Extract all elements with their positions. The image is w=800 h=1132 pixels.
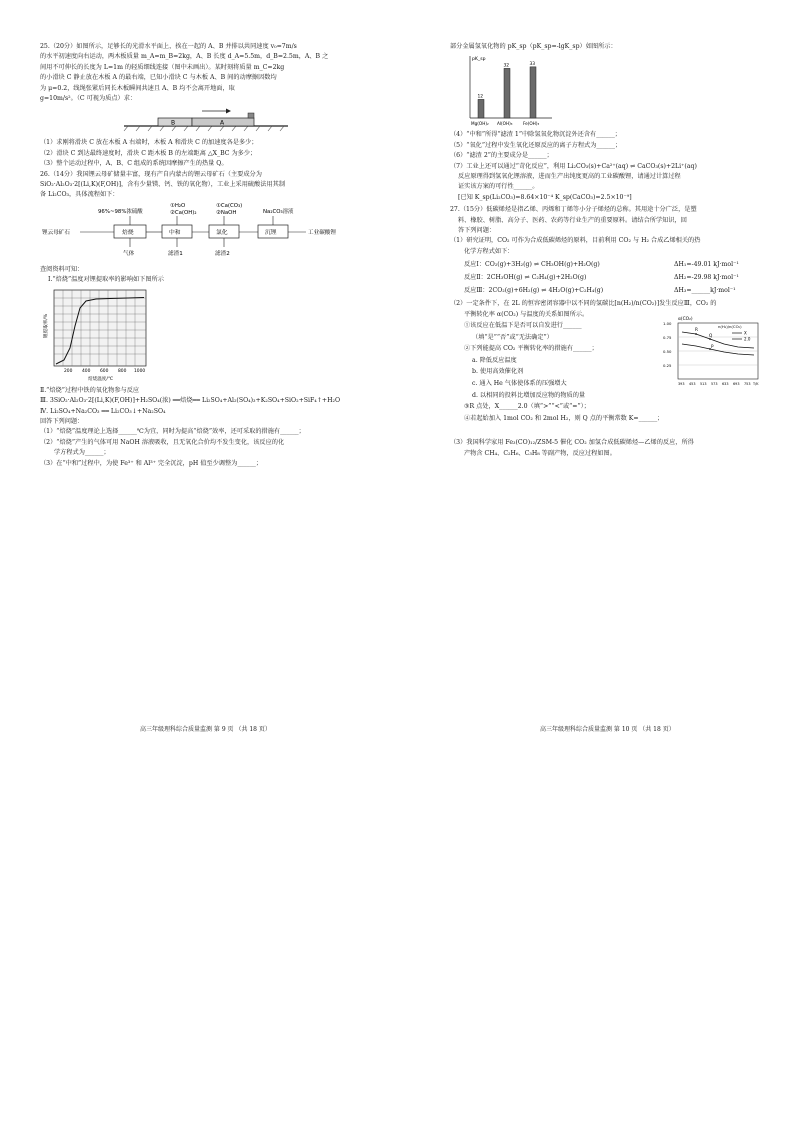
svg-text:0.50: 0.50 [663, 349, 672, 355]
reaction-dh: ΔH₁=-49.01 kJ·mol⁻¹ [674, 261, 739, 269]
svg-text:0.75: 0.75 [663, 335, 672, 341]
reaction-eq: 反应Ⅰ：CO₂(g)+3H₂(g) ⇌ CH₃OH(g)+H₂O(g) [464, 261, 600, 269]
pksp-bar-chart [450, 52, 762, 130]
q27-sub: ①该反应在低温下是否可以自发进行______ [464, 322, 582, 330]
graph-xlabel: 焙烧温度/℃ [88, 376, 114, 382]
pksp-bar [504, 69, 510, 119]
option-b: b. 使用高效催化剂 [472, 368, 524, 376]
svg-text:393: 393 [678, 382, 685, 387]
pksp-intro: 部分金属氢氧化物的 pK_sp（pK_sp=-lgK_sp）如图所示： [450, 43, 617, 50]
question-25-parts [40, 138, 412, 169]
q27-part: 平衡转化率 α(CO₂) 与温度的关系如图所示。 [464, 310, 589, 318]
q26-line: SiO₂·Al₂O₃·2[(Li,K)(F,OH)]，含有少量镁、钙、铁的氧化物），工业上采用硫酸法用其制 [40, 181, 286, 189]
reaction-eq: 反应Ⅱ：2CH₃OH(g) ⇌ C₂H₄(g)+2H₂O(g) [464, 274, 587, 282]
line-ylabel: α(CO₂) [678, 317, 693, 323]
footer-right: 高三年级理科综合质量监测 第 10 页 （共 18 页） [540, 726, 675, 733]
q25-line: 的水平初速度向右运动，两木板质量 m_A=m_B=2kg，A、B 长度 d_A=5.5m，d_B=2.5m，A、B 之 [40, 53, 329, 61]
reagent-naoh: ②NaOH [216, 209, 237, 216]
svg-text:B: B [171, 119, 176, 127]
q25-line: 的小滑块 C 静止放在木板 A 的最右端，已知小滑块 C 与木板 A、B 间的动摩擦因数均 [40, 74, 277, 82]
byproduct-residue1: 滤渣1 [168, 250, 183, 257]
q25-line: g=10m/s²。（C 可视为质点）求： [40, 95, 137, 103]
q26-part: （6）“滤渣 2”的主要成分是______； [450, 152, 553, 160]
info-line: Ⅳ. Li₂SO₄+Na₂CO₃ ══ Li₂CO₃↓+Na₂SO₄ [40, 407, 166, 415]
pksp-bar-label: 12 [477, 94, 484, 100]
right-column [450, 42, 762, 459]
q25-line: 间用不可伸长的长度为 L=1m 的轻质细线连接（图中未画出）。某时刻将质量 m_C=2kg [40, 63, 285, 71]
product-label: 工业碳酸锂 [308, 229, 336, 236]
svg-text:沉锂: 沉锂 [265, 229, 277, 236]
info-line: Ⅱ.“焙烧”过程中铁的氧化物参与反应 [40, 386, 140, 394]
process-flowchart [40, 201, 412, 265]
reaction-dh: ΔH₃=______kJ·mol⁻¹ [674, 287, 736, 295]
reaction-row [450, 258, 762, 271]
q27-line: 27.（15分）低碳烯烃是指乙烯、丙烯和丁烯等小分子烯烃的总称。其用途十分广泛，是塑 [450, 206, 697, 214]
ksp-data: [已知 K_sp(Li₂CO₃)=8.64×10⁻⁴ K_sp(CaCO₃)=2.5×10⁻⁹] [458, 193, 632, 201]
svg-text:A: A [220, 119, 225, 127]
q26-part: （7）工业上还可以通过“苛化反应”，利用 Li₂CO₃(s)+Ca²⁺(aq) ⇌ CaCO₃(s)+2Li⁺(aq) [450, 162, 697, 170]
q26-part: 学方程式为______； [54, 449, 110, 457]
bar-ylabel: pK_sp [472, 57, 486, 63]
point-p: P [711, 344, 714, 350]
reaction-row [450, 271, 762, 284]
block-c [248, 113, 254, 118]
raw-material: 锂云母矿石 [42, 229, 70, 236]
q27-part: 产物含 CH₄、C₂H₆、C₃H₈ 等副产物，反应过程如图。 [464, 449, 616, 457]
info-line: 查阅资料可知： [40, 265, 84, 273]
reagent-caco3: ①Ca(CO₃) [216, 202, 243, 209]
q27-part: （3）我国科学家用 Fe₃(CO)₁₂/ZSM-5 催化 CO₂ 加氢合成低碳烯烃—乙烯的反应，所得 [450, 439, 694, 447]
footer-left: 高三年级理科综合质量监测 第 9 页 （共 18 页） [140, 726, 271, 733]
q26-part: 反应原理得到氢氧化锂溶液，进而生产出纯度更高的工业碳酸锂，请通过计算过程 [458, 173, 681, 181]
q25-part: （2）滑块 C 到达最终速度时，滑块 C 距木板 B 的左端距离 △X_BC 为多少； [40, 149, 257, 157]
pksp-bar-label: 32 [503, 63, 510, 69]
option-d: d. 以相同的投料比增加反应物的物质的量 [472, 391, 586, 399]
svg-text:400: 400 [82, 368, 91, 374]
option-a: a. 降低反应温度 [472, 356, 517, 364]
q27-sub: ②下列能提高 CO₂ 平衡转化率的措施有______； [464, 345, 598, 353]
pksp-bar [478, 100, 484, 119]
reaction-eq: 反应Ⅲ：2CO₂(g)+6H₂(g) ⇌ 4H₂O(g)+C₂H₄(g) [464, 287, 604, 295]
svg-text:573: 573 [711, 382, 718, 387]
svg-text:693: 693 [733, 382, 740, 387]
q27-part: （1）研究证明，CO₂ 可作为合成低碳烯烃的原料，目前利用 CO₂ 与 H₂ 合成乙烯相关的热 [450, 237, 701, 245]
svg-text:氯化: 氯化 [216, 229, 228, 236]
reaction-list [450, 258, 762, 297]
q27-2-options [464, 320, 664, 424]
reagent-na2co3: Na₂CO₃溶液 [263, 208, 294, 215]
q26-part: （5）“氧化”过程中发生氧化还原反应的离子方程式为______； [450, 141, 622, 149]
left-column [40, 42, 412, 469]
q25-line: 25.（20分）如图所示，足够长的光滑水平面上，挨在一起的 A、B 并排以共同速度 v₀=7m/s [40, 43, 297, 50]
bar-category: Fe(OH)₃ [523, 121, 540, 127]
svg-text:633: 633 [722, 382, 729, 387]
question-27 [450, 205, 762, 236]
svg-text:1000: 1000 [134, 368, 146, 374]
bar-category: Mg(OH)₂ [471, 121, 489, 127]
q27-sub: （填“是”“否”或“无法确定”） [472, 333, 553, 341]
q27-sub: ④若起始加入 1mol CO₂ 和 2mol H₂，则 Q 点的平衡常数 K=______； [464, 414, 664, 422]
q26-part: （1）“焙烧”温度理论上选择______℃为宜，同时为提高“焙烧”效率，还可采取的措施有______； [40, 428, 305, 436]
svg-text:焙烧: 焙烧 [122, 229, 134, 236]
legend-title: n(H₂)/n(CO₂) [718, 324, 742, 330]
q26-part: 证实该方案的可行性______。 [458, 183, 539, 191]
q26-part: （4）“中和”所得“滤渣 1”中除氢氧化物沉淀外还含有______； [450, 131, 621, 139]
q27-line: 答下列问题： [458, 227, 496, 235]
q25-part: （1）求刚将滑块 C 放在木板 A 右端时，木板 A 和滑块 C 的加速度各是多少； [40, 139, 258, 147]
reagent-water: ①H₂O [170, 202, 186, 209]
svg-text:513: 513 [700, 382, 707, 387]
reaction-dh: ΔH₂=-29.98 kJ·mol⁻¹ [674, 274, 739, 282]
q26-part: （3）在“中和”过程中，为使 Fe³⁺ 和 Al³⁺ 完全沉淀，pH 值至少调整为______； [40, 459, 263, 467]
board-figure [40, 104, 412, 138]
info-line: 回答下列问题： [40, 417, 84, 425]
info-line: Ⅲ. 3SiO₂·Al₂O₃·2[(Li,K)(F,OH)]+H₂SO₄(浓) ══焙烧══ Li₂SO₄+Al₂(SO₄)₃+K₂SO₄+SiO₂+SiF₄↑+H₂O [40, 397, 341, 405]
q26-line: 26.（14分）我国锂云母矿储量丰富，现有产自内蒙古的锂云母矿石（主要成分为 [40, 170, 262, 178]
point-r: R [695, 327, 698, 333]
q27-2-block [450, 317, 762, 438]
bar-category: Al(OH)₃ [497, 121, 513, 127]
reagent-acid: 96%~98%浓硫酸 [98, 208, 143, 215]
point-q: Q [709, 333, 713, 339]
q27-part: （2）一定条件下，在 2L 的恒容密闭容器中以不同的氢碳比[n(H₂)/n(CO₂)]发生反应Ⅲ，CO₂ 的 [450, 300, 717, 308]
q27-line: 料、橡胶、树脂、高分子、医药、农药等行业生产的重要原料。请结合所学知识，回 [458, 216, 687, 224]
svg-text:753: 753 [744, 382, 751, 387]
reagent-caoh2: ②Ca(OH)₂ [170, 209, 197, 216]
svg-text:800: 800 [118, 368, 127, 374]
legend-2: 2.0 [744, 336, 751, 342]
q26-part: （2）“焙烧”产生的气体可用 NaOH 溶液吸收，且无氧化合价均不发生变化，该反应的化 [40, 438, 285, 446]
q25-part: （3）整个运动过程中，A、B、C 组成的系统因摩擦产生的热量 Q。 [40, 160, 228, 168]
info-line: Ⅰ.“焙烧”温度对锂提取率的影响如下图所示 [48, 276, 164, 284]
conversion-chart [662, 314, 762, 394]
series-2-curve [682, 344, 754, 355]
svg-text:600: 600 [100, 368, 109, 374]
pksp-bar-label: 33 [529, 62, 536, 68]
question-25 [40, 42, 412, 104]
q27-part: 化学方程式如下： [464, 247, 514, 255]
q27-sub: ③R 点处，X______2.0（填“>”“<”或“=”）； [464, 403, 590, 411]
option-c: c. 通入 He 气体使体系的压强增大 [472, 380, 567, 388]
svg-text:0.25: 0.25 [663, 363, 672, 369]
svg-text:453: 453 [689, 382, 696, 387]
q25-line: 为 μ=0.2，线绳张紧后同长木板瞬间共速且 A、B 均不会离开地面，取 [40, 84, 235, 92]
question-26 [40, 170, 412, 201]
reaction-row [450, 284, 762, 297]
pksp-bar [530, 67, 536, 118]
byproduct-gas: 气体 [123, 250, 135, 257]
svg-text:中和: 中和 [169, 229, 181, 236]
svg-text:200: 200 [64, 368, 73, 374]
legend-x: X [744, 330, 747, 336]
svg-text:T/K: T/K [753, 382, 759, 387]
q26-line: 备 Li₂CO₃，具体流程如下： [40, 191, 119, 199]
roast-temp-graph [40, 286, 412, 386]
svg-text:1.00: 1.00 [663, 321, 672, 327]
graph-ylabel: 锂提取率/% [44, 313, 49, 338]
byproduct-residue2: 滤渣2 [215, 250, 230, 257]
